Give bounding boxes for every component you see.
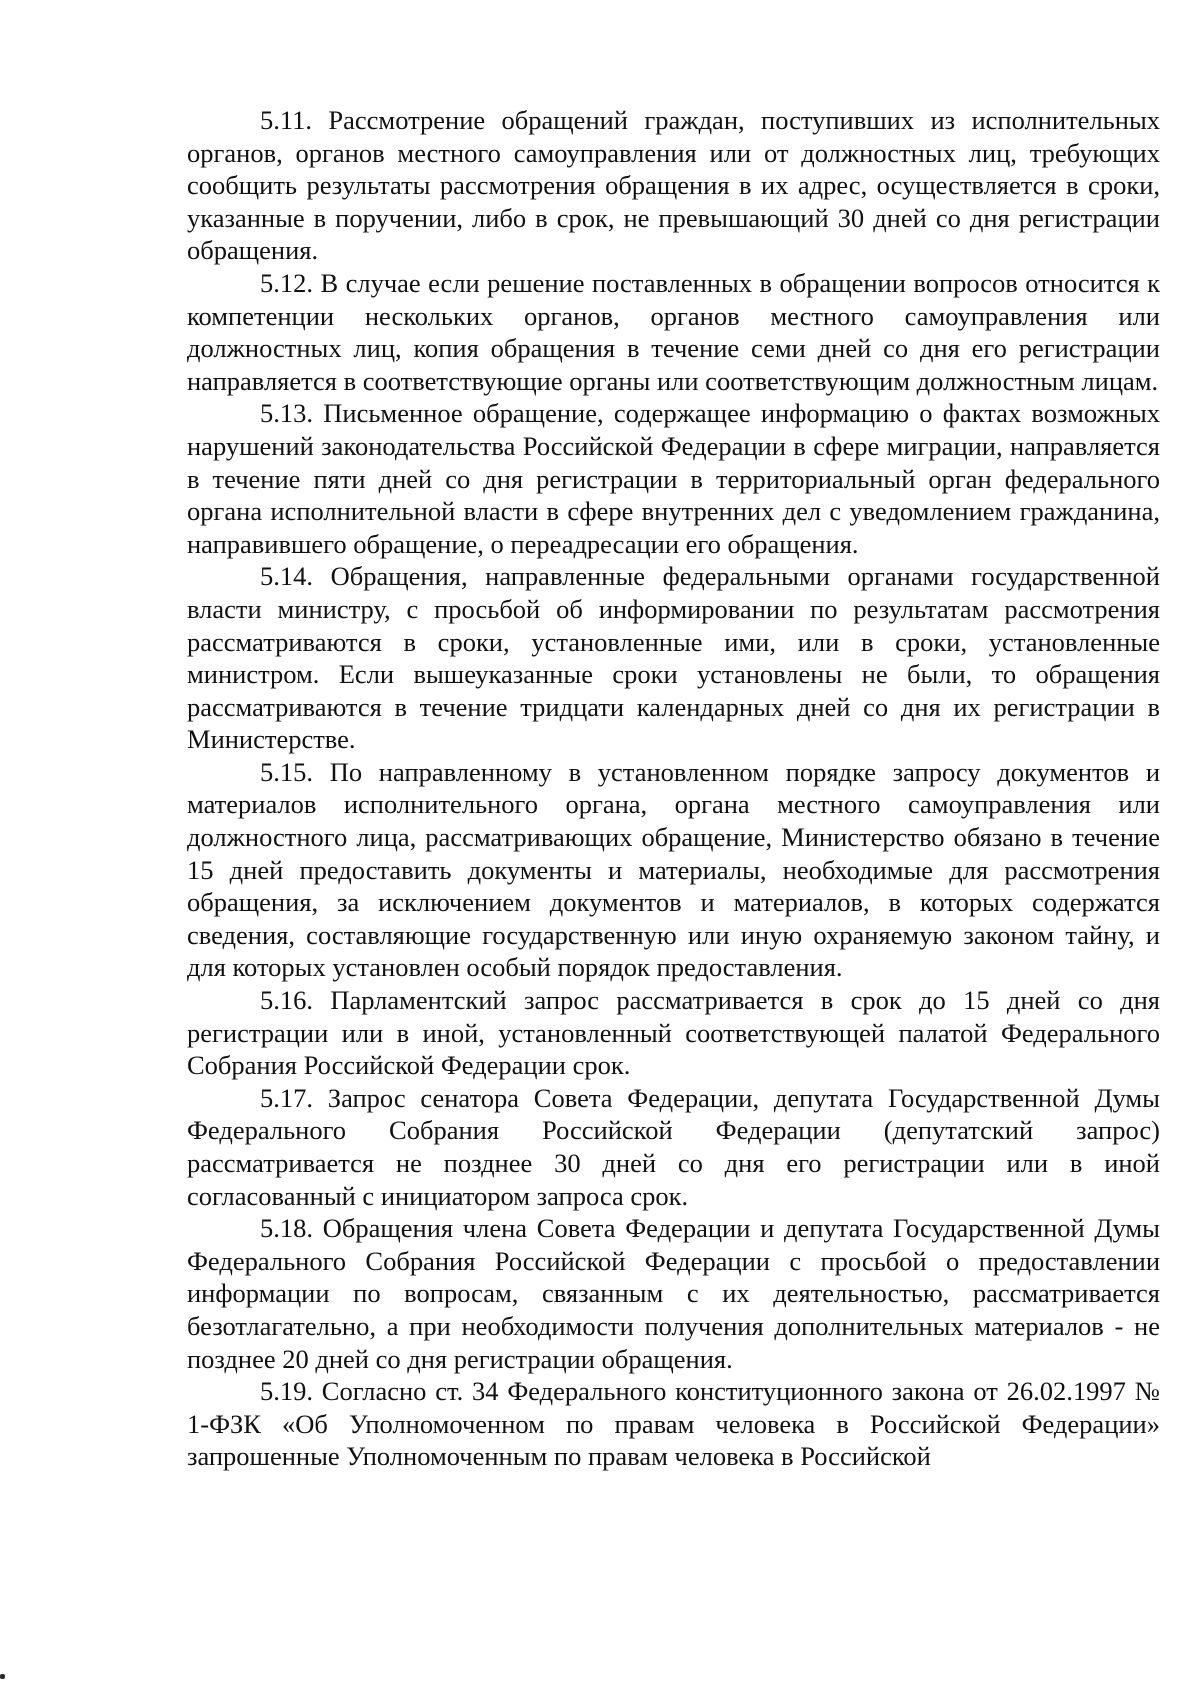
paragraph-5-13: 5.13. Письменное обращение, содержащее информацию о фактах возможных нарушений законодательства Российской Федерации в сфере миграции, направляется в течение пяти дней со дня регистрации в территориальный орган федерального органа исполнительной власти в сфере внутренних дел с уведомлением гражданина, направившего обращение, о переадресации его обращения. [187, 398, 1160, 559]
paragraph-5-14: 5.14. Обращения, направленные федеральными органами государственной власти министру, с просьбой об информировании по результатам рассмотрения рассматриваются в сроки, установленные ими, или в сроки, установленные министром. Если вышеуказанные сроки установлены не были, то обращения рассматриваются в течение тридцати календарных дней со дня их регистрации в Министерстве. [187, 561, 1160, 755]
paragraph-5-16: 5.16. Парламентский запрос рассматривается в срок до 15 дней со дня регистрации или в иной, установленный соответствующей палатой Федерального Собрания Российской Федерации срок. [187, 985, 1160, 1081]
paragraph-5-19: 5.19. Согласно ст. 34 Федерального конституционного закона от 26.02.1997 № 1-ФЗК «Об Уполномоченном по правам человека в Российской Федерации» запрошенные Уполномоченным по правам человека в Российской [187, 1376, 1160, 1472]
document-body [187, 104, 1160, 1473]
paragraph-5-17: 5.17. Запрос сенатора Совета Федерации, депутата Государственной Думы Федерального Собрания Российской Федерации (депутатский запрос) рассматривается не позднее 30 дней со дня его регистрации или в иной согласованный с инициатором запроса срок. [187, 1082, 1160, 1211]
paragraph-5-18: 5.18. Обращения члена Совета Федерации и депутата Государственной Думы Федерального Собрания Российской Федерации с просьбой о предоставлении информации по вопросам, связанным с их деятельностью, рассматривается безотлагательно, а при необходимости получения дополнительных материалов - не позднее 20 дней со дня регистрации обращения. [187, 1213, 1160, 1374]
scan-artifact [0, 1674, 5, 1679]
paragraph-5-11: 5.11. Рассмотрение обращений граждан, поступивших из исполнительных органов, органов местного самоуправления или от должностных лиц, требующих сообщить результаты рассмотрения обращения в их адрес, осуществляется в сроки, указанные в поручении, либо в срок, не превышающий 30 дней со дня регистрации обращения. [187, 105, 1160, 266]
paragraph-5-12: 5.12. В случае если решение поставленных в обращении вопросов относится к компетенции нескольких органов, органов местного самоуправления или должностных лиц, копия обращения в течение семи дней со дня его регистрации направляется в соответствующие органы или соответствующим должностным лицам. [187, 267, 1160, 396]
paragraph-5-15: 5.15. По направленному в установленном порядке запросу документов и материалов исполнительного органа, органа местного самоуправления или должностного лица, рассматривающих обращение, Министерство обязано в течение 15 дней предоставить документы и материалы, необходимые для рассмотрения обращения, за исключением документов и материалов, в которых содержатся сведения, составляющие государственную или иную охраняемую законом тайну, и для которых установлен особый порядок предоставления. [187, 756, 1160, 983]
